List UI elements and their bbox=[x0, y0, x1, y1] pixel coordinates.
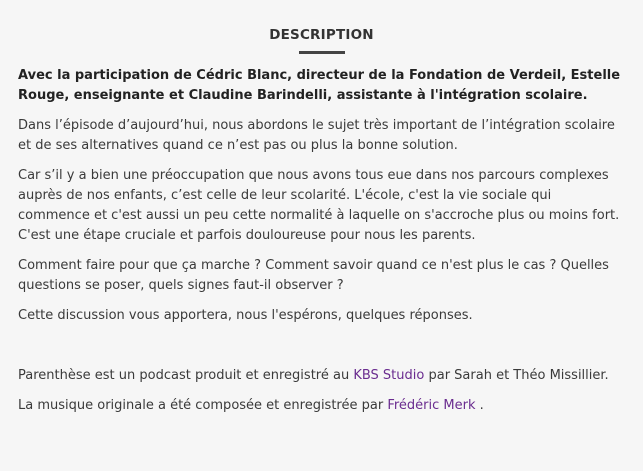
credits-studio-prefix: Parenthèse est un podcast produit et enregistré au bbox=[18, 368, 354, 383]
kbs-studio-link[interactable]: KBS Studio bbox=[353, 368, 425, 383]
spacer bbox=[18, 336, 622, 366]
intro-paragraph: Avec la participation de Cédric Blanc, directeur de la Fondation de Verdeil, Estelle Rouge, enseignante et Claudine Barindelli, assistante à l'intégration scolaire. bbox=[18, 68, 621, 103]
paragraph-4: Cette discussion vous apportera, nous l'espérons, quelques réponses. bbox=[18, 308, 473, 323]
credits-music-prefix: La musique originale a été composée et enregistrée par bbox=[18, 398, 388, 413]
tab-active-underline bbox=[299, 51, 345, 54]
paragraph-2: Car s’il y a bien une préoccupation que nous avons tous eue dans nos parcours complexes auprès de nos enfants, c’est celle de leur scolarité. L'école, c'est la vie sociale qui commence et c'est aussi un peu cette normalité à laquelle on s'accroche plus ou moins fort. C'est une étape cruciale et parfois douloureuse pour nous les parents. bbox=[18, 168, 620, 243]
tab-label: DESCRIPTION bbox=[269, 27, 374, 43]
description-content bbox=[18, 66, 622, 426]
tab-description[interactable] bbox=[0, 24, 643, 54]
credits-studio-suffix: par Sarah et Théo Missillier. bbox=[424, 368, 609, 383]
credits-music-suffix: . bbox=[475, 398, 484, 413]
paragraph-3: Comment faire pour que ça marche ? Comment savoir quand ce n'est plus le cas ? Quelles questions se poser, quels signes faut-il observer ? bbox=[18, 258, 609, 293]
credits-line-music bbox=[18, 396, 622, 416]
paragraph-1: Dans l’épisode d’aujourd’hui, nous abordons le sujet très important de l’intégration scolaire et de ses alternatives quand ce n’est pas ou plus la bonne solution. bbox=[18, 118, 615, 153]
frederic-merk-link[interactable]: Frédéric Merk bbox=[387, 398, 476, 413]
credits-line-studio bbox=[18, 366, 622, 386]
